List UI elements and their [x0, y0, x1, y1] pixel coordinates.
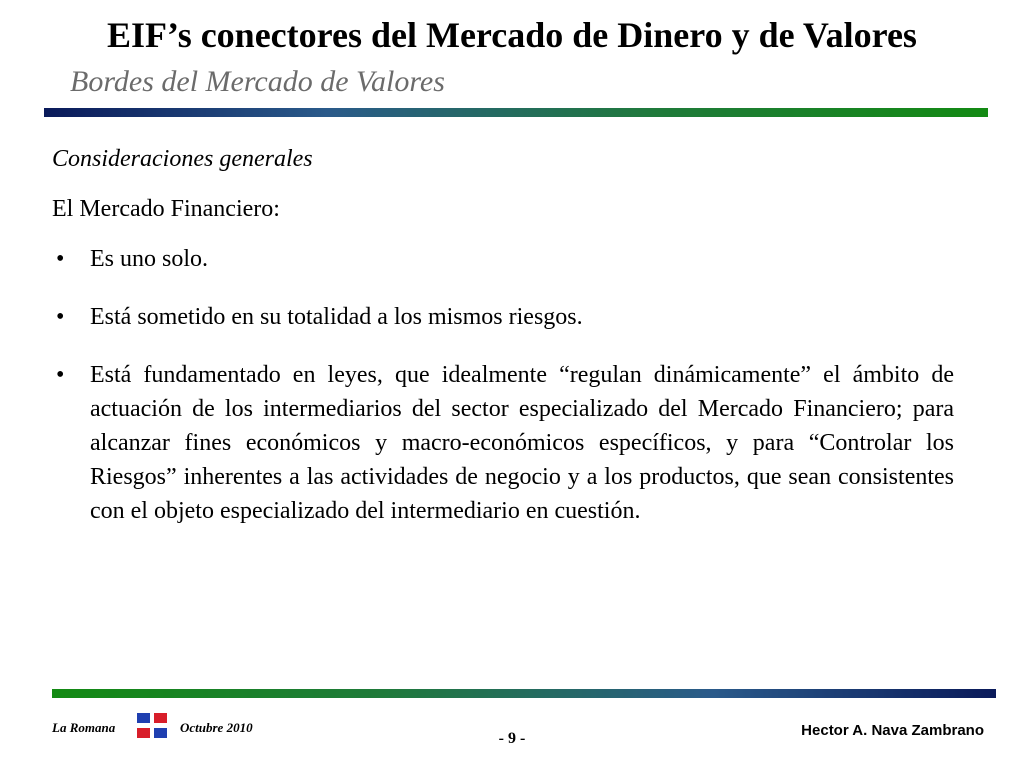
bullet-text: Está sometido en su totalidad a los mismos riesgos.	[90, 304, 583, 330]
bullet-list	[52, 242, 954, 528]
bottom-divider	[52, 689, 996, 698]
intro-text: El Mercado Financiero:	[52, 196, 280, 222]
bullet-icon: •	[56, 246, 65, 272]
bullet-text: Es uno solo.	[90, 246, 209, 272]
bullet-text: Está fundamentado en leyes, que idealmente “regulan dinámicamente” el ámbito de actuación de los intermediarios del sector especializado del Mercado Financiero; para alcanzar fines económicos y macro-económicos específicos, y para “Controlar los Riesgos” inherentes a las actividades de negocio y a los productos, que sean consistentes con el objeto especializado del intermediario en cuestión.	[90, 362, 954, 524]
list-item	[52, 242, 954, 276]
list-item	[52, 300, 954, 334]
top-divider	[44, 108, 988, 117]
page-number: - 9 -	[498, 730, 526, 747]
section-heading: Consideraciones generales	[52, 146, 313, 172]
slide-title: EIF’s conectores del Mercado de Dinero y de Valores	[107, 15, 917, 55]
slide-subtitle: Bordes del Mercado de Valores	[70, 65, 445, 98]
footer-location: La Romana	[52, 720, 116, 735]
list-item	[52, 358, 954, 528]
bullet-icon: •	[56, 362, 65, 388]
bullet-icon: •	[56, 304, 65, 330]
footer-author: Hector A. Nava Zambrano	[801, 722, 984, 739]
slide-body	[52, 142, 954, 552]
footer-date: Octubre 2010	[180, 720, 253, 735]
